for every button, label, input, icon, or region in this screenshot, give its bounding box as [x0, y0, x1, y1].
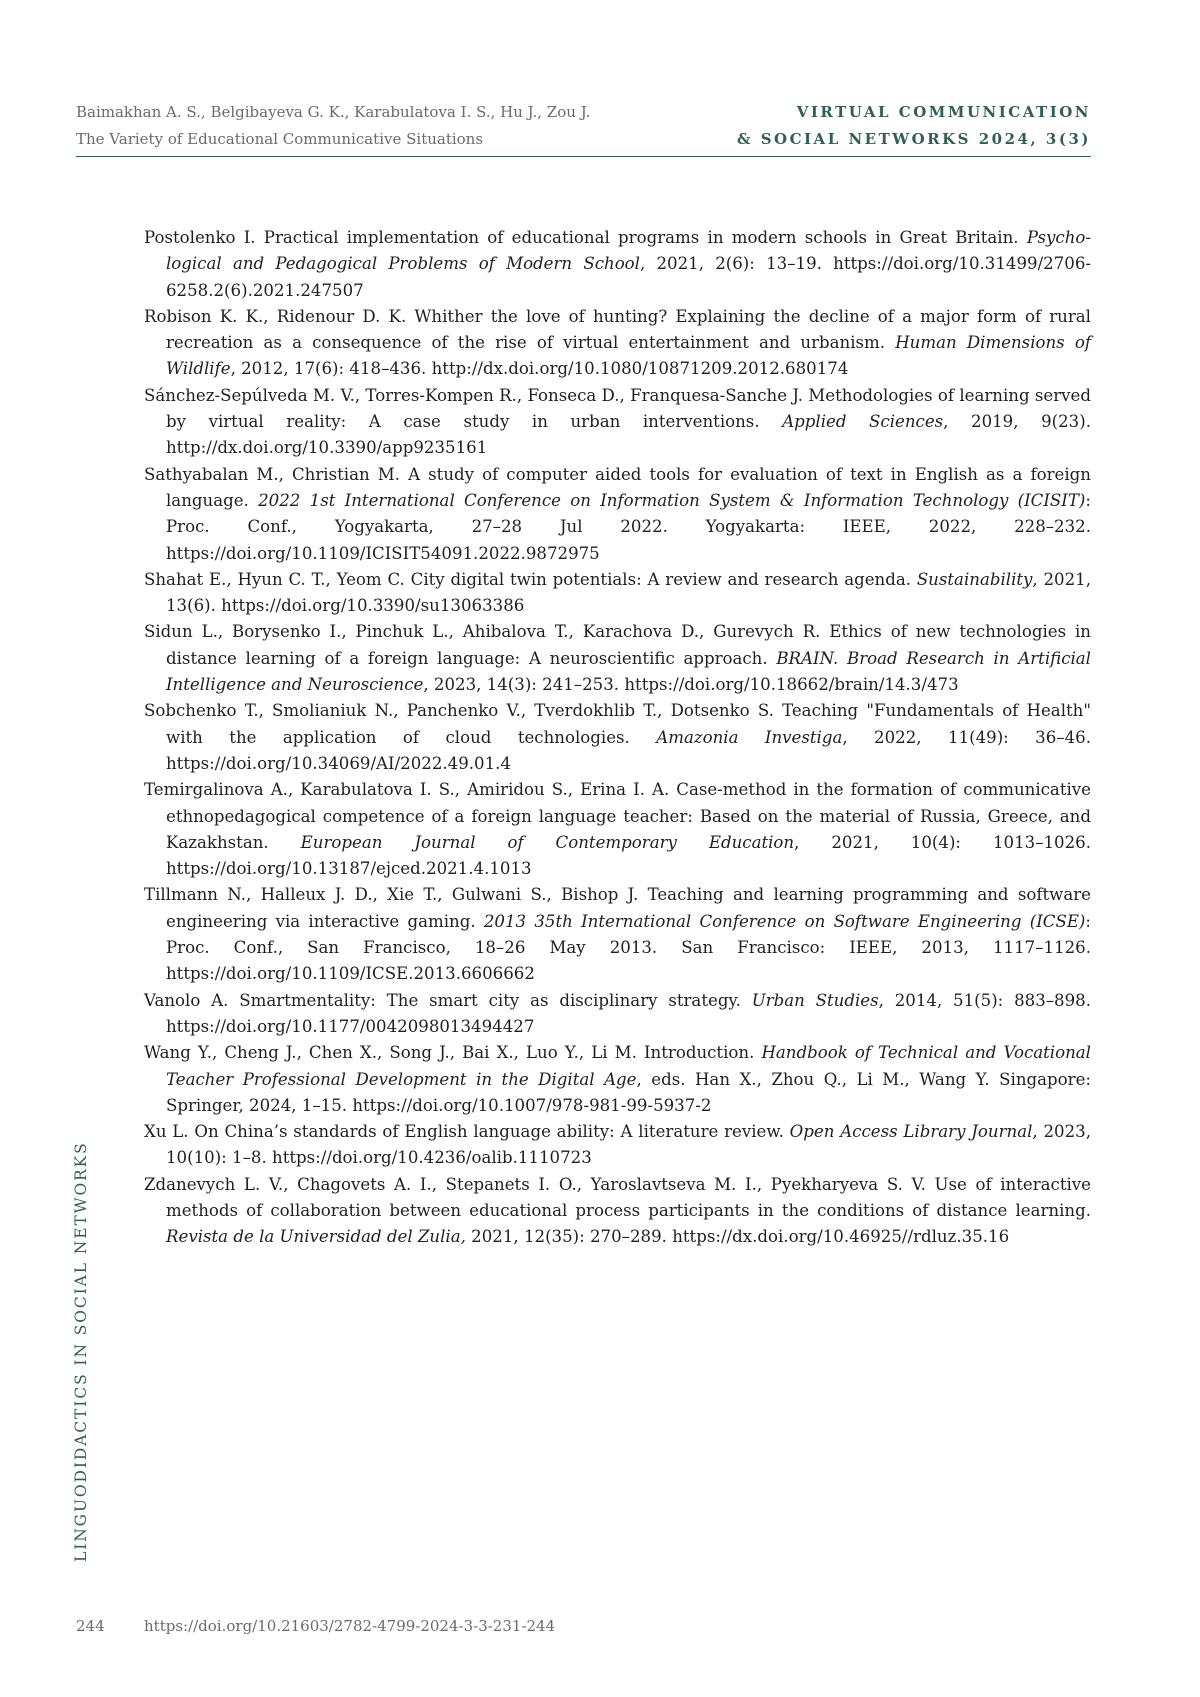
reference-source-title: Handbook of Technical and Vocational Teacher Professional Development in the Digital Age — [166, 1043, 1091, 1088]
reference-item — [144, 777, 1091, 882]
reference-list — [144, 225, 1091, 1251]
reference-details: : Proc. Conf., Yogyakarta, 27–28 Jul 2022. Yogyakarta: IEEE, 2022, 228–232. https://doi.org/10.1109/ICISIT54091.2022.9872975 — [166, 491, 1091, 563]
reference-details: , 2014, 51(5): 883–898. https://doi.org/10.1177/0042098013494427 — [166, 991, 1091, 1036]
reference-details: , 2022, 11(49): 36–46. https://doi.org/10.34069/AI/2022.49.01.4 — [166, 728, 1091, 773]
reference-text: Temirgalinova A., Karabulatova I. S., Amiridou S., Erina I. A. Case-method in the formation of communicative ethnopedagogical competence of a foreign language teacher: Based on the material of Russia, Greece, and Kazakhstan. — [144, 780, 1091, 852]
reference-item — [144, 567, 1091, 620]
header-divider — [76, 156, 1091, 157]
reference-source-title: Applied Sciences — [782, 412, 943, 431]
reference-text: Wang Y., Cheng J., Chen X., Song J., Bai X., Luo Y., Li M. Introduction. — [144, 1043, 761, 1062]
footer-doi-link[interactable]: https://doi.org/10.21603/2782-4799-2024-3-3-231-244 — [144, 1617, 555, 1635]
reference-source-title: Psycho-logical and Pedagogical Problems of Modern School — [166, 228, 1091, 273]
reference-details: , eds. Han X., Zhou Q., Li M., Wang Y. Singapore: Springer, 2024, 1–15. https://doi.org/10.1007/978-981-99-5937-2 — [166, 1070, 1091, 1115]
journal-title-line-1: VIRTUAL COMMUNICATION — [737, 99, 1091, 126]
journal-title — [737, 99, 1091, 153]
reference-text: Robison K. K., Ridenour D. K. Whither the love of hunting? Explaining the decline of a major form of rural recreation as a consequence of the rise of virtual entertainment and urbanism. — [144, 307, 1091, 352]
reference-source-title: BRAIN. Broad Research in Artificial Intelligence and Neuroscience — [166, 649, 1091, 694]
reference-source-title: Revista de la Universidad del Zulia, — [166, 1227, 466, 1246]
reference-text: Postolenko I. Practical implementation of educational programs in modern schools in Great Britain. — [144, 228, 1027, 247]
reference-item — [144, 698, 1091, 777]
reference-details: 2021, 12(35): 270–289. https://dx.doi.org/10.46925//rdluz.35.16 — [466, 1227, 1009, 1246]
reference-source-title: European Journal of Contemporary Education — [301, 833, 794, 852]
reference-item — [144, 304, 1091, 383]
reference-details: : Proc. Conf., San Francisco, 18–26 May 2013. San Francisco: IEEE, 2013, 1117–1126. https://doi.org/10.1109/ICSE.2013.6606662 — [166, 912, 1091, 984]
page-number: 244 — [76, 1617, 105, 1635]
reference-item — [144, 1040, 1091, 1119]
journal-title-line-2: & SOCIAL NETWORKS 2024, 3(3) — [737, 126, 1091, 153]
header-article-title: The Variety of Educational Communicative Situations — [76, 126, 590, 153]
reference-details: , 2021, 2(6): 13–19. https://doi.org/10.31499/2706-6258.2(6).2021.247507 — [166, 254, 1091, 299]
reference-details: , 2021, 13(6). https://doi.org/10.3390/su13063386 — [166, 570, 1091, 615]
reference-text: Sobchenko T., Smolianiuk N., Panchenko V., Tverdokhlib T., Dotsenko S. Teaching "Fundamentals of Health" with the application of cloud technologies. — [144, 701, 1091, 746]
reference-item — [144, 882, 1091, 987]
reference-source-title: Amazonia Investiga — [656, 728, 842, 747]
reference-item — [144, 462, 1091, 567]
reference-details: , 2019, 9(23). http://dx.doi.org/10.3390/app9235161 — [166, 412, 1091, 457]
reference-text: Sánchez-Sepúlveda M. V., Torres-Kompen R., Fonseca D., Franquesa-Sanche J. Methodologies of learning served by virtual reality: A case study in urban interventions. — [144, 386, 1091, 431]
reference-text: Tillmann N., Halleux J. D., Xie T., Gulwani S., Bishop J. Teaching and learning programming and software engineering via interactive gaming. — [144, 885, 1091, 930]
reference-item — [144, 1172, 1091, 1251]
reference-text: Sidun L., Borysenko I., Pinchuk L., Ahibalova T., Karachova D., Gurevych R. Ethics of new technologies in distance learning of a foreign language: A neuroscientific approach. — [144, 622, 1091, 667]
reference-text: Shahat E., Hyun C. T., Yeom C. City digital twin potentials: A review and research agenda. — [144, 570, 917, 589]
reference-source-title: Sustainability — [917, 570, 1033, 589]
reference-details: , 2023, 14(3): 241–253. https://doi.org/10.18662/brain/14.3/473 — [423, 675, 958, 694]
reference-item — [144, 383, 1091, 462]
reference-item — [144, 619, 1091, 698]
reference-text: Xu L. On China’s standards of English language ability: A literature review. — [144, 1122, 790, 1141]
reference-text: Zdanevych L. V., Chagovets A. I., Stepanets I. O., Yaroslavtseva M. I., Pyekharyeva S. V. Use of interactive methods of collaboration between educational process participants in the conditions of distance learning. — [144, 1175, 1091, 1220]
reference-text: Vanolo A. Smartmentality: The smart city as disciplinary strategy. — [144, 991, 752, 1010]
reference-details: , 2021, 10(4): 1013–1026. https://doi.org/10.13187/ejced.2021.4.1013 — [166, 833, 1091, 878]
reference-source-title: Urban Studies — [752, 991, 879, 1010]
reference-item — [144, 1119, 1091, 1172]
reference-item — [144, 225, 1091, 304]
running-header-left — [76, 99, 590, 153]
reference-details: , 2023, 10(10): 1–8. https://doi.org/10.4236/oalib.1110723 — [166, 1122, 1091, 1167]
section-side-label: LINGUODIDACTICS IN SOCIAL NETWORKS — [72, 1141, 90, 1562]
reference-text: Sathyabalan M., Christian M. A study of computer aided tools for evaluation of text in English as a foreign language. — [144, 465, 1091, 510]
reference-details: , 2012, 17(6): 418–436. http://dx.doi.org/10.1080/10871209.2012.680174 — [231, 359, 849, 378]
reference-item — [144, 988, 1091, 1041]
reference-source-title: 2013 35th International Conference on Software Engineering (ICSE) — [484, 912, 1086, 931]
reference-source-title: Human Dimensions of Wildlife — [166, 333, 1091, 378]
reference-source-title: Open Access Library Journal — [790, 1122, 1033, 1141]
header-authors: Baimakhan A. S., Belgibayeva G. K., Karabulatova I. S., Hu J., Zou J. — [76, 99, 590, 126]
reference-source-title: 2022 1st International Conference on Information System & Information Technology (ICISIT) — [258, 491, 1085, 510]
